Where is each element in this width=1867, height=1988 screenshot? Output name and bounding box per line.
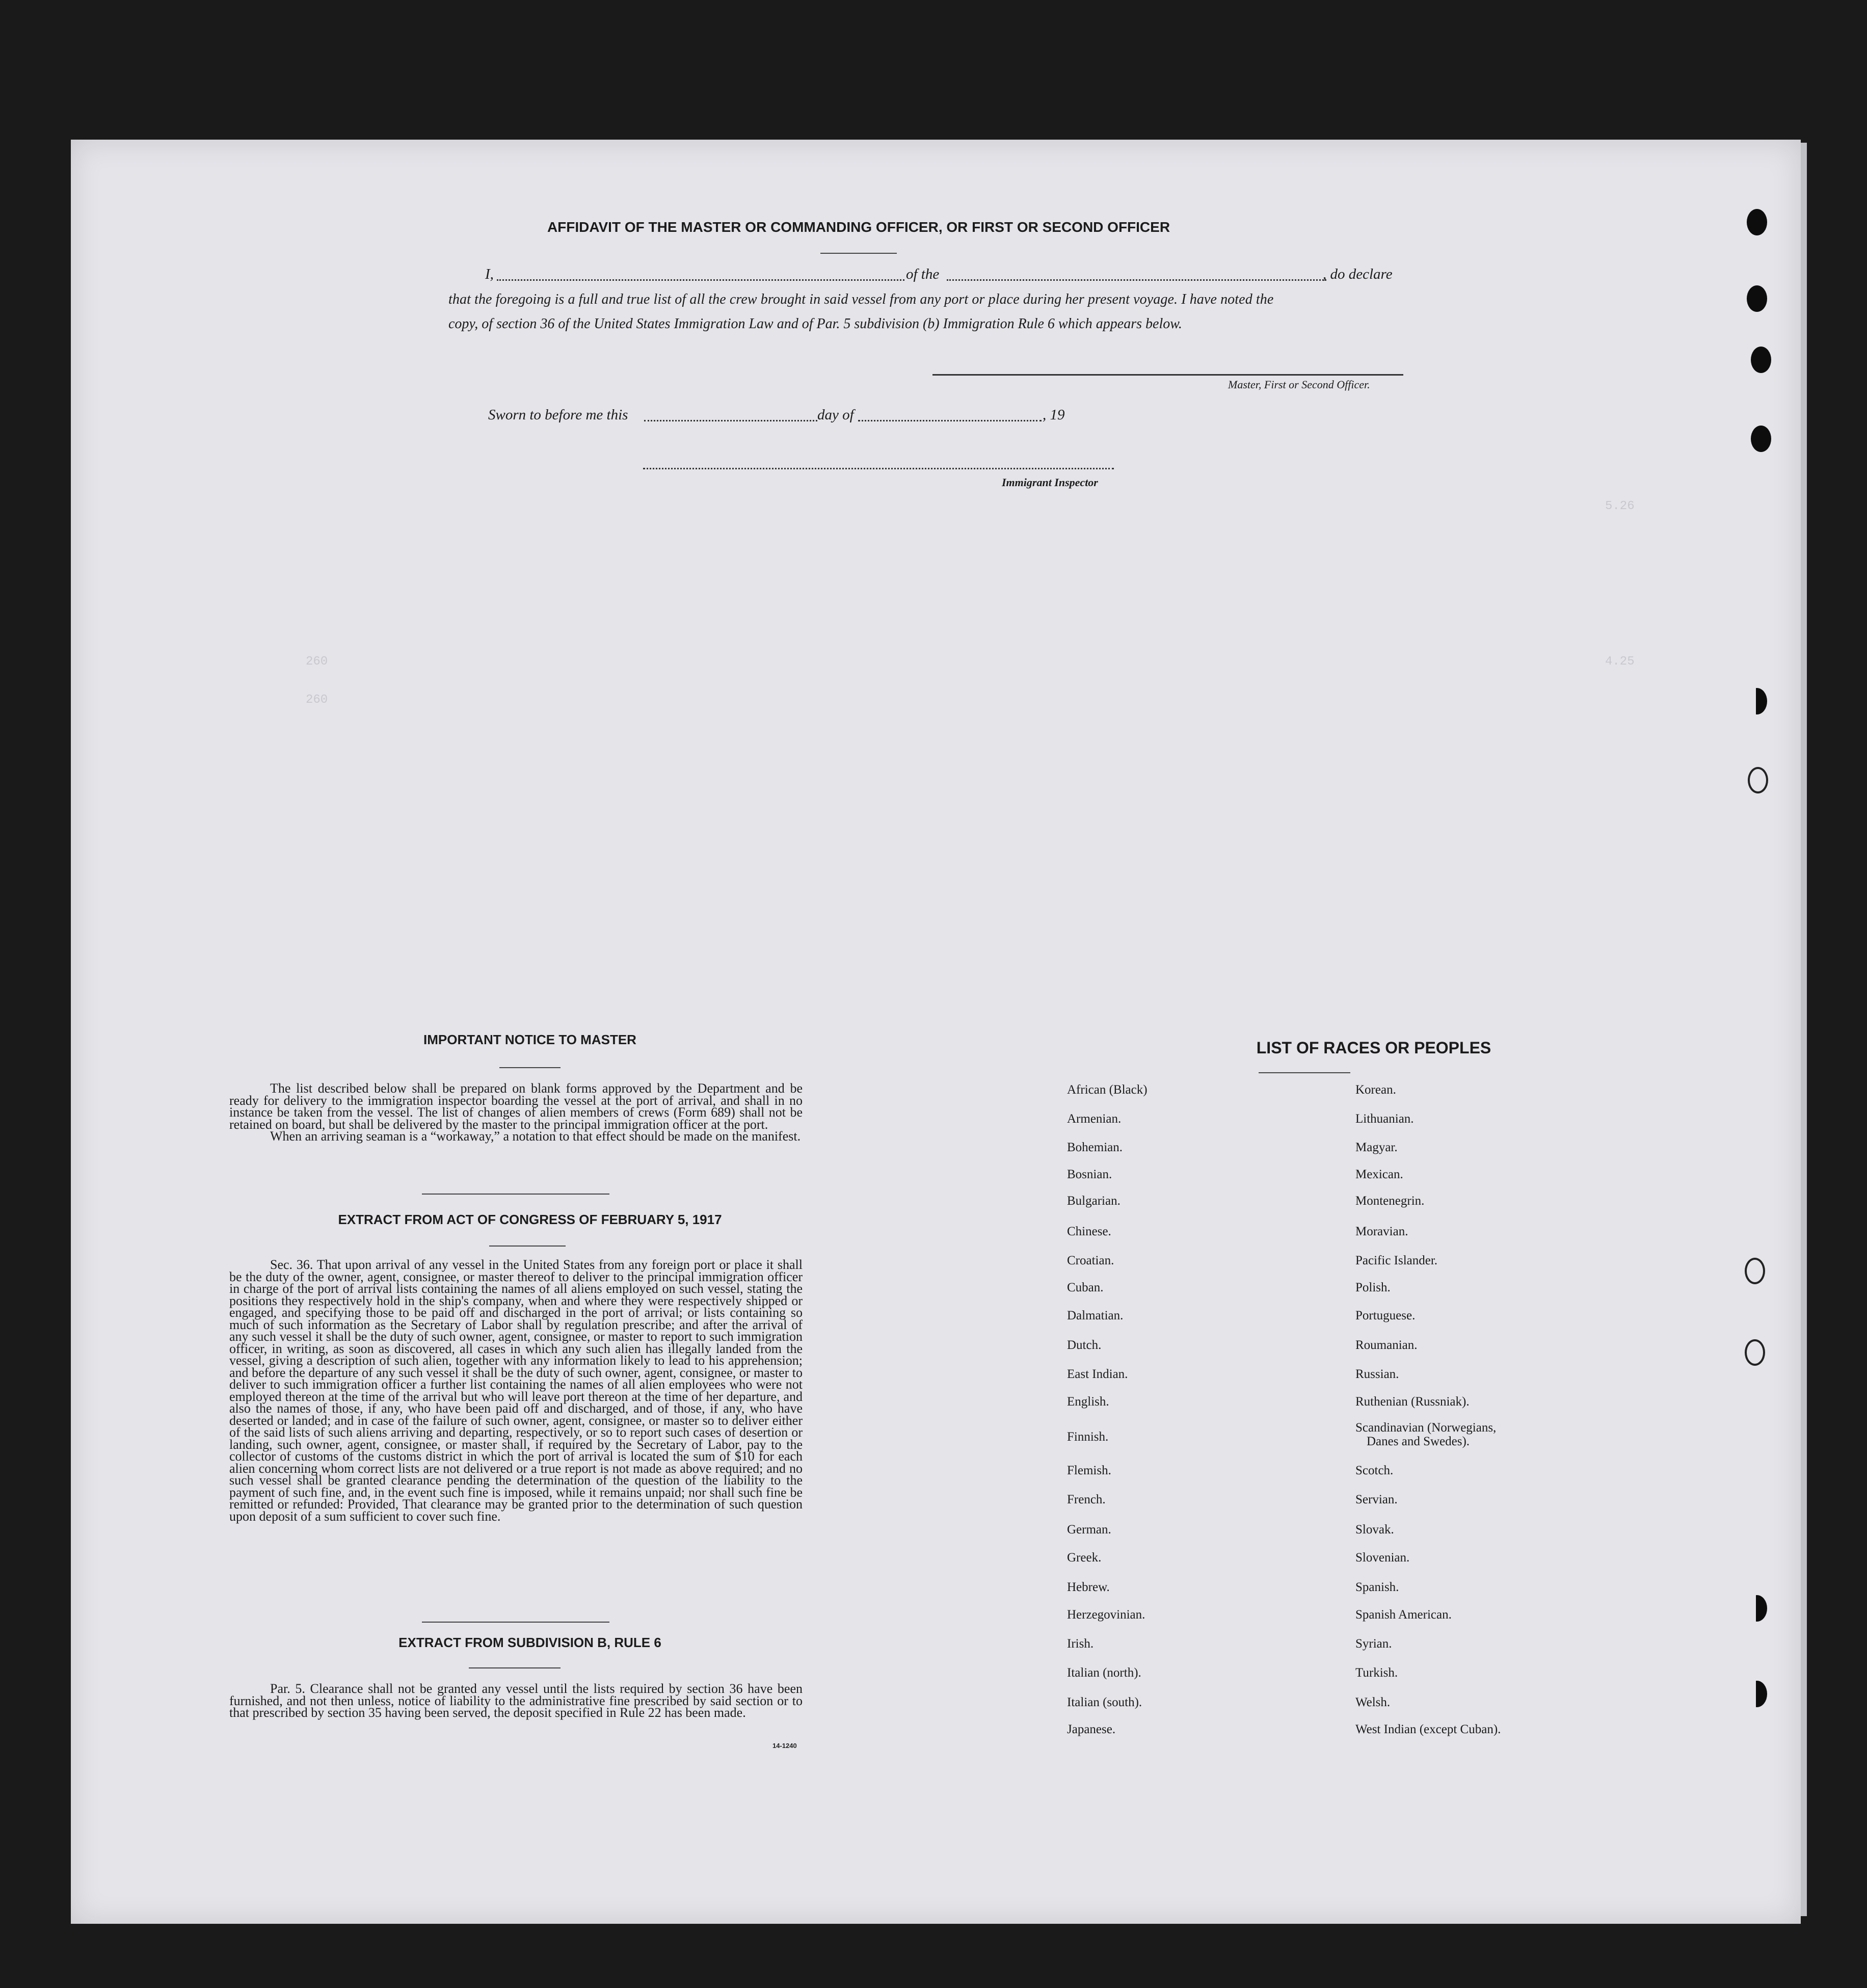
race-item: Mexican. — [1355, 1168, 1403, 1181]
act-extract-title: EXTRACT FROM ACT OF CONGRESS OF FEBRUARY 5, 1917 — [338, 1212, 722, 1227]
race-item: African (Black) — [1067, 1083, 1148, 1097]
race-item: Finnish. — [1067, 1430, 1109, 1444]
binder-hole — [1748, 767, 1768, 793]
affidavit-line-3: copy, of section 36 of the United States Immigration Law and of Par. 5 subdivision (b) Immigration Rule 6 which appears below. — [448, 316, 1182, 332]
page-edge — [1801, 143, 1807, 1916]
name-blank[interactable] — [497, 279, 904, 281]
binder-hole — [1751, 426, 1771, 452]
notice-paragraph: The list described below shall be prepared on blank forms approved by the Department and be ready for delivery to the immigration inspector boarding the vessel at the port of arrival, and shall in no instance be taken from the vessel. The list of changes of alien members of crews (Form 689) shall not be retained on board, but shall be delivered by the master to the principal immigration officer at the port. — [229, 1081, 803, 1132]
race-item: Welsh. — [1355, 1695, 1391, 1709]
race-item: Servian. — [1355, 1493, 1398, 1506]
race-item: Japanese. — [1067, 1722, 1116, 1736]
affidavit-title: AFFIDAVIT OF THE MASTER OR COMMANDING OFFICER, OR FIRST OR SECOND OFFICER — [547, 219, 1170, 235]
notice-text — [229, 1082, 803, 1143]
race-item: Dutch. — [1067, 1338, 1102, 1352]
notice-title: IMPORTANT NOTICE TO MASTER — [423, 1032, 636, 1047]
inspector-label: Immigrant Inspector — [1002, 476, 1098, 489]
of-the-label: of the — [906, 266, 940, 282]
race-item: Chinese. — [1067, 1225, 1111, 1238]
affidavit-line-2: that the foregoing is a full and true list of all the crew brought in said vessel from any port or place during her present voyage. I have noted the — [448, 291, 1274, 307]
binder-hole — [1745, 1258, 1765, 1284]
bleed-through-mark: 260 — [306, 693, 328, 707]
race-item: Hebrew. — [1067, 1580, 1110, 1594]
race-item: Pacific Islander. — [1355, 1254, 1438, 1267]
race-item: Scandinavian (Norwegians, — [1355, 1421, 1497, 1435]
act-extract-paragraph: Sec. 36. That upon arrival of any vessel in the United States from any foreign port or place it shall be the duty of the owner, agent, consignee, or master thereof to deliver to the principal immigration officer in charge of the port of arrival lists containing the names of all aliens employed on such vessel, stating the positions they respectively hold in the ship's company, when and where they were respectively shipped or engaged, and specifying those to be paid off and discharged in the port of arrival; or lists containing so much of such information as the Secretary of Labor shall by regulation prescribe; and after the arrival of any such vessel it shall be the duty of such owner, agent, consignee, or master to report to such immigration officer, in writing, as soon as discovered, all cases in which any such alien has illegally landed from the vessel, giving a description of such alien, together with any information likely to lead to his apprehension; and before the departure of any such vessel it shall be the duty of such owner, agent, consignee, or master to deliver to such immigration officer a further list containing the names of all alien employees who were not employed thereon at the time of the arrival but who will leave port thereon at the time of her departure, and also the names of those, if any, who have been paid off and discharged, and of those, if any, who have deserted or landed; and in case of the failure of such owner, agent, consignee, or master so to deliver either of the said lists of such aliens arriving and departing, respectively, or so to report such cases of desertion or landing, such owner, agent, consignee, or master shall, if required by the Secretary of Labor, pay to the collector of customs of the customs district in which the port of arrival is located the sum of $10 for each alien concerning whom correct lists are not delivered or a true report is not made as above required; and no such vessel shall be granted clearance pending the determination of the question of the liability to the payment of such fine, and, in the event such fine is imposed, while it remains unpaid; nor shall such fine be remitted or refunded: Provided, That clearance may be granted prior to the determination of such question upon deposit of a sum sufficient to cover such fine. — [229, 1257, 803, 1524]
do-declare-text: , do declare — [1323, 266, 1393, 282]
i-label: I, — [485, 266, 494, 282]
race-item: Slovak. — [1355, 1523, 1394, 1536]
race-item: Ruthenian (Russniak). — [1355, 1395, 1470, 1409]
race-item: Syrian. — [1355, 1637, 1392, 1651]
rule-extract-text — [229, 1683, 803, 1719]
inspector-signature-line[interactable] — [643, 468, 1114, 469]
race-item: Armenian. — [1067, 1112, 1122, 1126]
race-item: Scotch. — [1355, 1464, 1394, 1477]
binder-hole — [1747, 285, 1767, 312]
race-item: Flemish. — [1067, 1464, 1111, 1477]
race-item: Korean. — [1355, 1083, 1396, 1097]
sworn-day-blank[interactable] — [644, 420, 817, 421]
race-item: Bosnian. — [1067, 1168, 1112, 1181]
race-item: Lithuanian. — [1355, 1112, 1414, 1126]
race-item: Russian. — [1355, 1367, 1399, 1381]
races-title: LIST OF RACES OR PEOPLES — [1256, 1039, 1491, 1057]
act-extract-text — [229, 1259, 803, 1522]
bleed-through-mark: 260 — [306, 655, 328, 669]
binder-hole — [1745, 1339, 1765, 1366]
year-label: , 19 — [1043, 407, 1065, 423]
race-item: Spanish American. — [1355, 1608, 1452, 1622]
master-signature-line[interactable] — [932, 374, 1403, 376]
race-item: Irish. — [1067, 1637, 1094, 1651]
binder-hole — [1747, 688, 1767, 714]
race-item: Polish. — [1355, 1281, 1391, 1294]
race-item: Bulgarian. — [1067, 1194, 1121, 1208]
race-item: French. — [1067, 1493, 1106, 1506]
race-item: Croatian. — [1067, 1254, 1114, 1267]
race-item: East Indian. — [1067, 1367, 1128, 1381]
rule-extract-title: EXTRACT FROM SUBDIVISION B, RULE 6 — [398, 1635, 661, 1650]
race-item: Roumanian. — [1355, 1338, 1418, 1352]
race-item: Moravian. — [1355, 1225, 1408, 1238]
race-item: Bohemian. — [1067, 1141, 1123, 1154]
vessel-blank[interactable] — [947, 279, 1326, 281]
day-of-label: day of — [817, 407, 854, 423]
race-item: Danes and Swedes). — [1367, 1435, 1470, 1448]
sworn-label: Sworn to before me this — [488, 407, 628, 423]
bleed-through-mark: 5.26 — [1605, 499, 1635, 513]
race-item: Magyar. — [1355, 1141, 1398, 1154]
sworn-month-blank[interactable] — [858, 420, 1042, 421]
divider — [422, 1622, 609, 1623]
race-item: Cuban. — [1067, 1281, 1104, 1294]
race-item: Italian (south). — [1067, 1695, 1142, 1709]
divider — [1259, 1072, 1350, 1073]
master-signature-label: Master, First or Second Officer. — [1228, 378, 1370, 391]
race-item: Dalmatian. — [1067, 1309, 1124, 1322]
divider — [422, 1194, 609, 1195]
race-item: Italian (north). — [1067, 1666, 1141, 1680]
binder-hole — [1747, 209, 1767, 235]
race-item: Spanish. — [1355, 1580, 1399, 1594]
race-item: English. — [1067, 1395, 1109, 1409]
divider — [489, 1245, 566, 1247]
race-item: Portuguese. — [1355, 1309, 1416, 1322]
form-number: 14-1240 — [772, 1742, 797, 1750]
notice-paragraph: When an arriving seaman is a “workaway,” a notation to that effect should be made on the manifest. — [270, 1129, 801, 1144]
race-item: Turkish. — [1355, 1666, 1398, 1680]
race-item: Greek. — [1067, 1551, 1102, 1565]
divider — [820, 253, 897, 254]
binder-hole — [1751, 347, 1771, 373]
binder-hole — [1747, 1595, 1767, 1622]
divider — [499, 1067, 561, 1068]
divider — [469, 1667, 561, 1668]
bleed-through-mark: 4.25 — [1605, 655, 1635, 669]
rule-extract-paragraph: Par. 5. Clearance shall not be granted any vessel until the lists required by section 36 have been furnished, and not then unless, notice of liability to the administrative fine prescribed by said section or to that prescribed by section 35 having been served, the deposit specified in Rule 22 has been made. — [229, 1681, 803, 1720]
binder-hole — [1747, 1681, 1767, 1707]
race-item: Herzegovinian. — [1067, 1608, 1145, 1622]
race-item: Slovenian. — [1355, 1551, 1410, 1565]
race-item: German. — [1067, 1523, 1111, 1536]
race-item: Montenegrin. — [1355, 1194, 1425, 1208]
race-item: West Indian (except Cuban). — [1355, 1722, 1501, 1736]
